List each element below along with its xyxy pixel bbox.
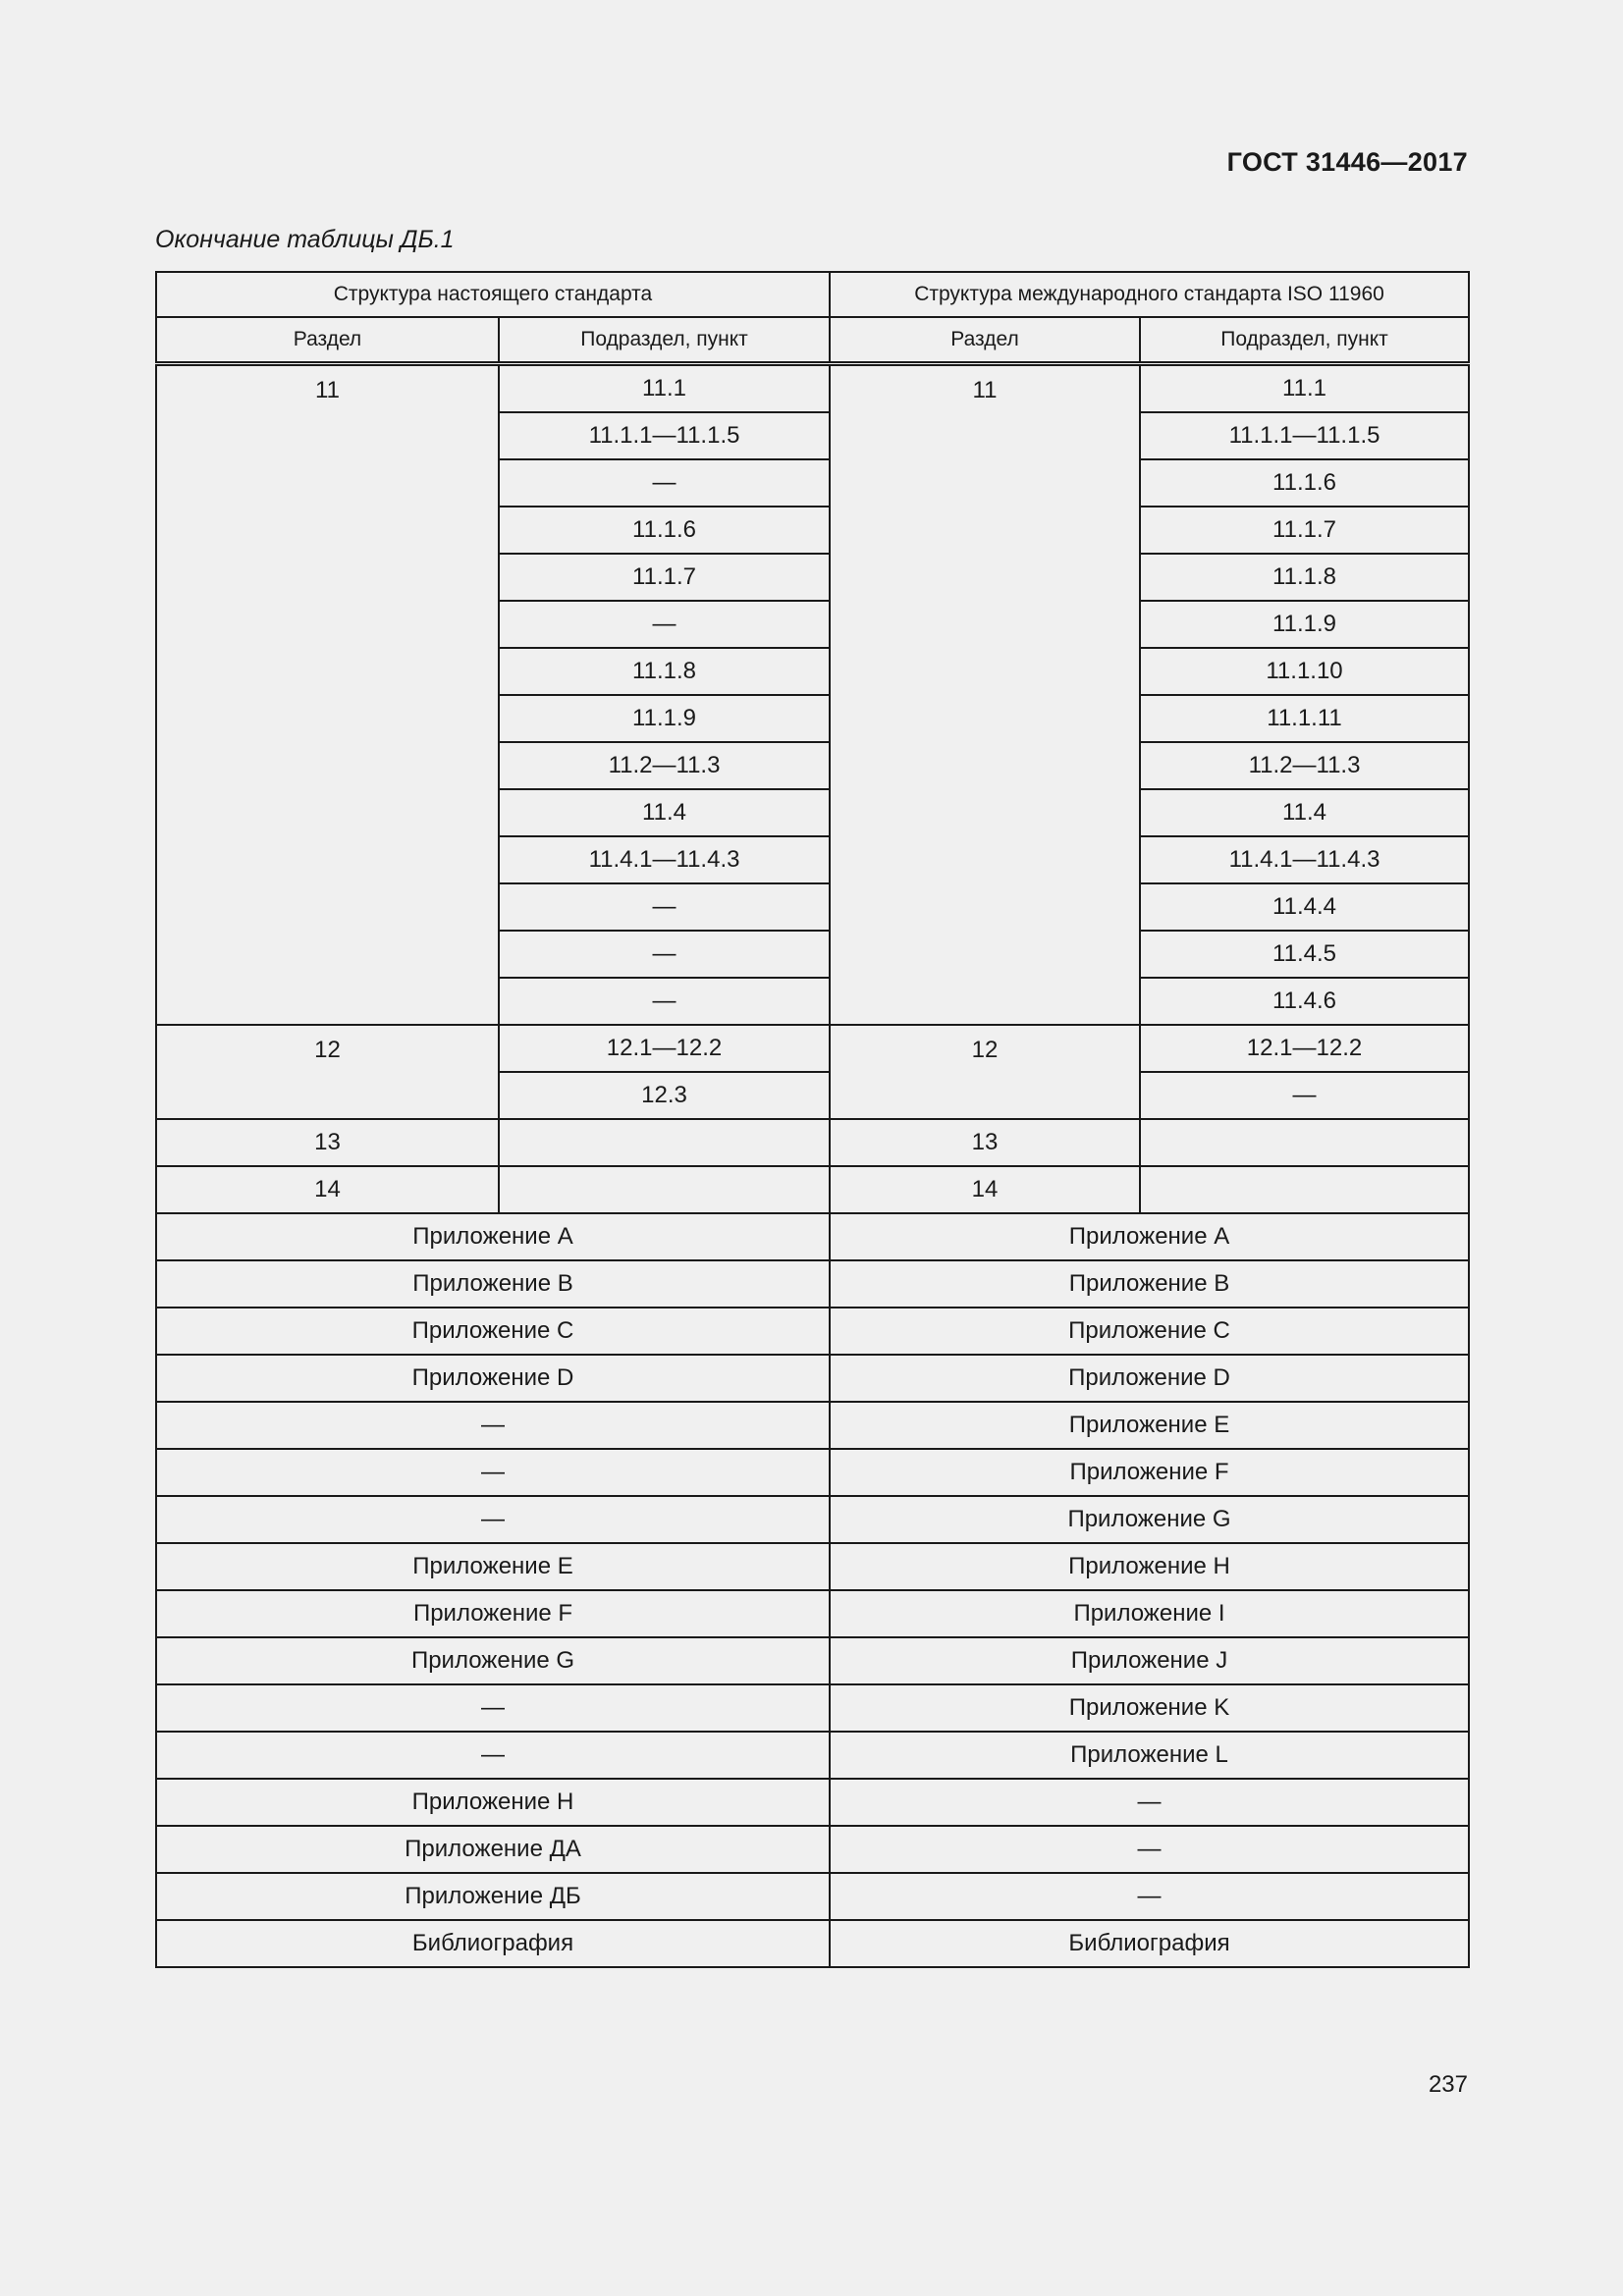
- international-subsection-cell: 11.4.1—11.4.3: [1140, 836, 1469, 883]
- national-subsection-cell: 11.1.6: [499, 507, 830, 554]
- international-structure-header: Структура международного стандарта ISO 11960: [830, 272, 1469, 317]
- national-structure-header: Структура настоящего стандарта: [156, 272, 830, 317]
- national-subsection-cell: [499, 1166, 830, 1213]
- national-section-cell: 14: [156, 1166, 499, 1213]
- international-annex-cell: Приложение F: [830, 1449, 1469, 1496]
- national-annex-cell: Приложение B: [156, 1260, 830, 1308]
- annex-row: [156, 1355, 1469, 1402]
- national-subsection-cell: —: [499, 931, 830, 978]
- international-section-cell: 14: [830, 1166, 1140, 1213]
- international-annex-cell: —: [830, 1873, 1469, 1920]
- international-section-cell: 11: [830, 364, 1140, 1026]
- national-annex-cell: Приложение H: [156, 1779, 830, 1826]
- group-header-row: [156, 272, 1469, 317]
- national-annex-cell: —: [156, 1402, 830, 1449]
- table-row: [156, 1025, 1469, 1072]
- national-subsection-cell: —: [499, 883, 830, 931]
- international-subsection-cell: 11.1.8: [1140, 554, 1469, 601]
- international-section-header: Раздел: [830, 317, 1140, 364]
- national-subsection-cell: —: [499, 459, 830, 507]
- international-subsection-cell: 11.1.1—11.1.5: [1140, 412, 1469, 459]
- international-annex-cell: Приложение H: [830, 1543, 1469, 1590]
- international-subsection-cell: 11.1: [1140, 364, 1469, 413]
- national-subsection-cell: 11.1.8: [499, 648, 830, 695]
- national-section-cell: 13: [156, 1119, 499, 1166]
- annex-row: [156, 1732, 1469, 1779]
- annex-row: [156, 1213, 1469, 1260]
- table-row: [156, 364, 1469, 413]
- international-section-cell: 13: [830, 1119, 1140, 1166]
- annex-row: [156, 1637, 1469, 1684]
- annex-row: [156, 1826, 1469, 1873]
- sub-header-row: [156, 317, 1469, 364]
- international-subsection-cell: [1140, 1119, 1469, 1166]
- national-section-cell: 11: [156, 364, 499, 1026]
- international-annex-cell: —: [830, 1826, 1469, 1873]
- national-annex-cell: Приложение D: [156, 1355, 830, 1402]
- international-annex-cell: Приложение I: [830, 1590, 1469, 1637]
- international-annex-cell: Приложение K: [830, 1684, 1469, 1732]
- international-subsection-cell: 11.4.4: [1140, 883, 1469, 931]
- national-subsection-cell: 11.4.1—11.4.3: [499, 836, 830, 883]
- annex-row: [156, 1779, 1469, 1826]
- table-caption: Окончание таблицы ДБ.1: [155, 226, 455, 253]
- international-subsection-cell: 11.1.9: [1140, 601, 1469, 648]
- national-annex-cell: Приложение C: [156, 1308, 830, 1355]
- annex-row: [156, 1260, 1469, 1308]
- national-subsection-cell: 11.1.9: [499, 695, 830, 742]
- national-subsection-cell: 11.4: [499, 789, 830, 836]
- national-annex-cell: Приложение A: [156, 1213, 830, 1260]
- national-subsection-cell: 12.1—12.2: [499, 1025, 830, 1072]
- international-subsection-header: Подраздел, пункт: [1140, 317, 1469, 364]
- international-annex-cell: Приложение E: [830, 1402, 1469, 1449]
- international-annex-cell: —: [830, 1779, 1469, 1826]
- structure-comparison-table: [155, 271, 1470, 1968]
- national-annex-cell: Приложение ДБ: [156, 1873, 830, 1920]
- national-subsection-cell: —: [499, 978, 830, 1025]
- international-subsection-cell: 11.4: [1140, 789, 1469, 836]
- international-subsection-cell: 11.4.5: [1140, 931, 1469, 978]
- national-annex-cell: Приложение F: [156, 1590, 830, 1637]
- national-annex-cell: —: [156, 1449, 830, 1496]
- international-section-cell: 12: [830, 1025, 1140, 1119]
- national-annex-cell: —: [156, 1496, 830, 1543]
- international-annex-cell: Библиография: [830, 1920, 1469, 1967]
- national-subsection-header: Подраздел, пункт: [499, 317, 830, 364]
- national-annex-cell: Библиография: [156, 1920, 830, 1967]
- national-annex-cell: Приложение G: [156, 1637, 830, 1684]
- annex-row: [156, 1543, 1469, 1590]
- international-subsection-cell: 11.1.11: [1140, 695, 1469, 742]
- annex-row: [156, 1684, 1469, 1732]
- international-annex-cell: Приложение J: [830, 1637, 1469, 1684]
- table-body: [156, 272, 1469, 1967]
- national-subsection-cell: —: [499, 601, 830, 648]
- page-number: 237: [1428, 2071, 1468, 2098]
- international-annex-cell: Приложение A: [830, 1213, 1469, 1260]
- international-subsection-cell: [1140, 1166, 1469, 1213]
- national-section-header: Раздел: [156, 317, 499, 364]
- annex-row: [156, 1590, 1469, 1637]
- annex-row: [156, 1920, 1469, 1967]
- national-subsection-cell: 11.1: [499, 364, 830, 413]
- annex-row: [156, 1449, 1469, 1496]
- national-subsection-cell: 12.3: [499, 1072, 830, 1119]
- annex-row: [156, 1308, 1469, 1355]
- national-annex-cell: Приложение ДА: [156, 1826, 830, 1873]
- international-subsection-cell: 11.4.6: [1140, 978, 1469, 1025]
- national-annex-cell: Приложение E: [156, 1543, 830, 1590]
- national-subsection-cell: 11.1.7: [499, 554, 830, 601]
- national-subsection-cell: 11.2—11.3: [499, 742, 830, 789]
- international-subsection-cell: 12.1—12.2: [1140, 1025, 1469, 1072]
- international-annex-cell: Приложение B: [830, 1260, 1469, 1308]
- national-annex-cell: —: [156, 1684, 830, 1732]
- international-subsection-cell: 11.1.10: [1140, 648, 1469, 695]
- document-id-header: ГОСТ 31446—2017: [1226, 147, 1468, 177]
- international-annex-cell: Приложение L: [830, 1732, 1469, 1779]
- international-annex-cell: Приложение G: [830, 1496, 1469, 1543]
- international-subsection-cell: 11.1.7: [1140, 507, 1469, 554]
- annex-row: [156, 1496, 1469, 1543]
- annex-row: [156, 1873, 1469, 1920]
- national-annex-cell: —: [156, 1732, 830, 1779]
- annex-row: [156, 1402, 1469, 1449]
- international-subsection-cell: 11.2—11.3: [1140, 742, 1469, 789]
- national-subsection-cell: [499, 1119, 830, 1166]
- international-annex-cell: Приложение C: [830, 1308, 1469, 1355]
- national-section-cell: 12: [156, 1025, 499, 1119]
- table-row: [156, 1119, 1469, 1166]
- international-subsection-cell: 11.1.6: [1140, 459, 1469, 507]
- international-subsection-cell: —: [1140, 1072, 1469, 1119]
- national-subsection-cell: 11.1.1—11.1.5: [499, 412, 830, 459]
- international-annex-cell: Приложение D: [830, 1355, 1469, 1402]
- table-row: [156, 1166, 1469, 1213]
